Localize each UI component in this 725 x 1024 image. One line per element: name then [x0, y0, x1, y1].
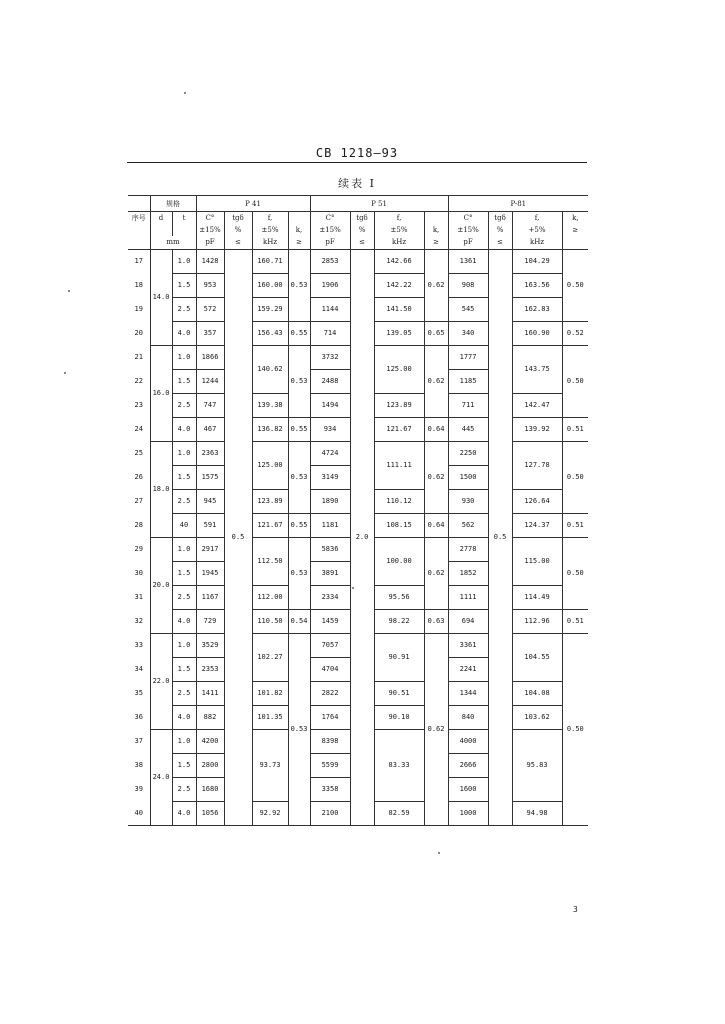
capacitance-p81: 2241 — [448, 658, 488, 682]
frequency-p41: 112.50 — [252, 538, 288, 586]
data-table-wrapper — [128, 195, 588, 826]
header-f2-tol: ±5% — [374, 224, 424, 236]
header-tg1-unit: % — [224, 224, 252, 236]
row-number: 30 — [134, 569, 143, 577]
capacitance-p51: 3891 — [310, 562, 350, 586]
thickness-cell: 40 — [172, 514, 196, 538]
header-c3-unit: pF — [448, 236, 488, 250]
frequency-p81: 104.55 — [512, 634, 562, 682]
capacitance-p81: 562 — [448, 514, 488, 538]
header-tg2: tgδ — [350, 212, 374, 224]
frequency-p81: 95.83 — [512, 730, 562, 802]
k-p51: 0.65 — [424, 322, 448, 346]
capacitance-p51: 3358 — [310, 778, 350, 802]
header-group-p51: P 51 — [310, 196, 448, 212]
frequency-p41: 125.00 — [252, 442, 288, 490]
thickness-cell: 1.0 — [172, 346, 196, 370]
k-p41: 0.55 — [288, 514, 310, 538]
capacitance-p81: 1852 — [448, 562, 488, 586]
capacitance-p51: 2100 — [310, 802, 350, 826]
row-number: 21 — [134, 353, 143, 361]
header-c2: C° — [310, 212, 350, 224]
row-number: 36 — [134, 713, 143, 721]
header-c1-unit: pF — [196, 236, 224, 250]
capacitance-p51: 2853 — [310, 250, 350, 274]
header-tg3-unit: % — [488, 224, 512, 236]
scan-speck — [438, 852, 440, 854]
frequency-p41: 160.00 — [252, 274, 288, 298]
capacitance-p81: 1111 — [448, 586, 488, 610]
capacitance-p41: 1244 — [196, 370, 224, 394]
frequency-p81: 142.47 — [512, 394, 562, 418]
frequency-p41: 121.67 — [252, 514, 288, 538]
frequency-p51: 123.89 — [374, 394, 424, 418]
capacitance-p51: 1494 — [310, 394, 350, 418]
tg-p51: 2.0 — [350, 250, 374, 826]
frequency-p51: 108.15 — [374, 514, 424, 538]
frequency-p81: 143.75 — [512, 346, 562, 394]
capacitance-p81: 1777 — [448, 346, 488, 370]
thickness-cell: 1.0 — [172, 538, 196, 562]
capacitance-p41: 1411 — [196, 682, 224, 706]
capacitance-p81: 445 — [448, 418, 488, 442]
capacitance-p51: 1764 — [310, 706, 350, 730]
capacitance-p51: 5836 — [310, 538, 350, 562]
scan-speck — [64, 372, 66, 374]
capacitance-p51: 1144 — [310, 298, 350, 322]
capacitance-p41: 747 — [196, 394, 224, 418]
frequency-p51: 82.59 — [374, 802, 424, 826]
frequency-p41: 123.89 — [252, 490, 288, 514]
header-cell — [562, 236, 588, 250]
capacitance-p81: 1500 — [448, 466, 488, 490]
k-p41: 0.55 — [288, 322, 310, 346]
frequency-p51: 142.66 — [374, 250, 424, 274]
k-p81: 0.51 — [562, 514, 588, 538]
row-number: 29 — [134, 545, 143, 553]
capacitance-p51: 2488 — [310, 370, 350, 394]
row-number: 40 — [128, 802, 150, 826]
frequency-p41: 101.35 — [252, 706, 288, 730]
capacitance-p41: 572 — [196, 298, 224, 322]
frequency-p51: 121.67 — [374, 418, 424, 442]
header-k3-ge: ≥ — [562, 224, 588, 236]
row-number: 37 — [134, 737, 143, 745]
frequency-p81: 162.83 — [512, 298, 562, 322]
capacitance-p51: 3149 — [310, 466, 350, 490]
frequency-p41: 101.82 — [252, 682, 288, 706]
capacitance-p41: 357 — [196, 322, 224, 346]
frequency-p81: 127.78 — [512, 442, 562, 490]
capacitance-p41: 591 — [196, 514, 224, 538]
capacitance-p51: 934 — [310, 418, 350, 442]
header-f3: f, — [512, 212, 562, 224]
capacitance-p81: 1600 — [448, 778, 488, 802]
capacitance-p41: 1680 — [196, 778, 224, 802]
capacitance-p51: 1890 — [310, 490, 350, 514]
k-p81: 0.50 — [562, 346, 588, 418]
row-number: 25 — [134, 449, 143, 457]
header-cell — [128, 196, 150, 212]
capacitance-p41: 467 — [196, 418, 224, 442]
k-p41: 0.53 — [288, 346, 310, 418]
header-cell — [128, 236, 150, 250]
row-number: 28 — [134, 521, 143, 529]
capacitance-p41: 945 — [196, 490, 224, 514]
header-seq: 序号 — [131, 213, 146, 222]
capacitance-p51: 1906 — [310, 274, 350, 298]
capacitance-p51: 714 — [310, 322, 350, 346]
capacitance-p41: 1056 — [196, 802, 224, 826]
data-table — [128, 195, 588, 826]
k-p41: 0.53 — [288, 538, 310, 610]
table-body — [128, 250, 588, 826]
frequency-p81: 103.62 — [512, 706, 562, 730]
header-cell — [172, 224, 196, 236]
frequency-p41: 110.50 — [252, 610, 288, 634]
frequency-p81: 115.00 — [512, 538, 562, 586]
diameter-cell: 14.0 — [150, 250, 172, 346]
page-number: 3 — [573, 905, 578, 914]
header-tg1: tgδ — [224, 212, 252, 224]
frequency-p41: 102.27 — [252, 634, 288, 682]
header-group-p41: P 41 — [196, 196, 310, 212]
header-k1-label: k, — [288, 224, 310, 236]
capacitance-p41: 3529 — [196, 634, 224, 658]
row-number: 34 — [134, 665, 143, 673]
capacitance-p51: 4724 — [310, 442, 350, 466]
thickness-cell: 1.0 — [172, 250, 196, 274]
scan-speck — [352, 587, 354, 589]
header-f2-unit: kHz — [374, 236, 424, 250]
k-p81: 0.50 — [562, 634, 588, 826]
header-k1-ge: ≥ — [288, 236, 310, 250]
capacitance-p81: 2778 — [448, 538, 488, 562]
thickness-cell: 1.0 — [172, 634, 196, 658]
frequency-p51: 90.91 — [374, 634, 424, 682]
row-number: 18 — [134, 281, 143, 289]
table-caption: 续表 I — [338, 177, 376, 190]
row-number: 20 — [134, 329, 143, 337]
k-p51: 0.62 — [424, 346, 448, 418]
thickness-cell: 1.5 — [172, 562, 196, 586]
thickness-cell: 2.5 — [172, 298, 196, 322]
thickness-cell: 1.5 — [172, 274, 196, 298]
header-k3: k, — [562, 212, 588, 224]
frequency-p41: 139.38 — [252, 394, 288, 418]
frequency-p81: 160.90 — [512, 322, 562, 346]
header-rule — [127, 162, 587, 163]
capacitance-p81: 840 — [448, 706, 488, 730]
frequency-p81: 139.92 — [512, 418, 562, 442]
diameter-cell: 24.0 — [150, 730, 172, 826]
thickness-cell: 1.0 — [172, 442, 196, 466]
capacitance-p81: 1000 — [448, 802, 488, 826]
row-number: 23 — [134, 401, 143, 409]
header-f3-unit: kHz — [512, 236, 562, 250]
frequency-p81: 126.64 — [512, 490, 562, 514]
capacitance-p51: 4704 — [310, 658, 350, 682]
header-tg3-le: ≤ — [488, 236, 512, 250]
thickness-cell: 4.0 — [172, 418, 196, 442]
capacitance-p81: 2666 — [448, 754, 488, 778]
row-number: 27 — [134, 497, 143, 505]
k-p81: 0.52 — [562, 322, 588, 346]
row-number: 31 — [134, 593, 143, 601]
row-number: 39 — [134, 785, 143, 793]
header-k1 — [288, 212, 310, 224]
frequency-p41: 136.82 — [252, 418, 288, 442]
capacitance-p81: 545 — [448, 298, 488, 322]
row-number: 24 — [134, 425, 143, 433]
capacitance-p51: 1459 — [310, 610, 350, 634]
capacitance-p51: 1181 — [310, 514, 350, 538]
header-group-p81: P-81 — [448, 196, 588, 212]
scan-speck — [68, 290, 70, 292]
capacitance-p41: 1945 — [196, 562, 224, 586]
header-tg2-le: ≤ — [350, 236, 374, 250]
scan-speck — [184, 92, 186, 94]
tg-p81: 0.5 — [488, 250, 512, 826]
k-p81: 0.50 — [562, 538, 588, 610]
capacitance-p41: 1866 — [196, 346, 224, 370]
frequency-p51: 83.33 — [374, 730, 424, 802]
frequency-p51: 139.05 — [374, 322, 424, 346]
thickness-cell: 2.5 — [172, 682, 196, 706]
frequency-p51: 141.50 — [374, 298, 424, 322]
header-tg1-le: ≤ — [224, 236, 252, 250]
frequency-p51: 98.22 — [374, 610, 424, 634]
thickness-cell: 4.0 — [172, 706, 196, 730]
frequency-p81: 163.56 — [512, 274, 562, 298]
header-c2-unit: pF — [310, 236, 350, 250]
capacitance-p81: 3361 — [448, 634, 488, 658]
capacitance-p81: 711 — [448, 394, 488, 418]
header-c1: C° — [205, 213, 215, 222]
row-number: 38 — [134, 761, 143, 769]
capacitance-p81: 340 — [448, 322, 488, 346]
standard-number: CB 1218—93 — [315, 146, 399, 160]
capacitance-p51: 5599 — [310, 754, 350, 778]
capacitance-p81: 4000 — [448, 730, 488, 754]
frequency-p51: 95.56 — [374, 586, 424, 610]
capacitance-p81: 1344 — [448, 682, 488, 706]
frequency-p51: 125.00 — [374, 346, 424, 394]
k-p51: 0.63 — [424, 610, 448, 634]
header-spec: 规格 — [150, 196, 196, 212]
k-p51: 0.64 — [424, 418, 448, 442]
frequency-p81: 124.37 — [512, 514, 562, 538]
thickness-cell: 1.5 — [172, 754, 196, 778]
thickness-cell: 1.5 — [172, 466, 196, 490]
capacitance-p41: 953 — [196, 274, 224, 298]
header-c1-tol: ±15% — [199, 225, 221, 234]
capacitance-p41: 1428 — [196, 250, 224, 274]
capacitance-p41: 2353 — [196, 658, 224, 682]
capacitance-p41: 729 — [196, 610, 224, 634]
header-f1: f, — [252, 212, 288, 224]
row-number: 19 — [134, 305, 143, 313]
k-p81: 0.51 — [562, 610, 588, 634]
row-number: 26 — [134, 473, 143, 481]
k-p41: 0.53 — [288, 634, 310, 826]
header-k2-ge: ≥ — [424, 236, 448, 250]
capacitance-p41: 4200 — [196, 730, 224, 754]
k-p41: 0.53 — [288, 250, 310, 322]
k-p51: 0.62 — [424, 538, 448, 610]
header-t: t — [172, 212, 196, 224]
table-row — [128, 250, 588, 274]
capacitance-p81: 694 — [448, 610, 488, 634]
frequency-p51: 110.12 — [374, 490, 424, 514]
frequency-p81: 104.29 — [512, 250, 562, 274]
frequency-p81: 94.98 — [512, 802, 562, 826]
frequency-p51: 142.22 — [374, 274, 424, 298]
header-f2: f, — [374, 212, 424, 224]
k-p51: 0.62 — [424, 250, 448, 322]
header-c3: C° — [448, 212, 488, 224]
k-p41: 0.53 — [288, 442, 310, 514]
thickness-cell: 2.5 — [172, 394, 196, 418]
frequency-p51: 111.11 — [374, 442, 424, 490]
thickness-cell: 1.0 — [172, 730, 196, 754]
frequency-p41: 160.71 — [252, 250, 288, 274]
diameter-cell: 20.0 — [150, 538, 172, 634]
capacitance-p41: 2363 — [196, 442, 224, 466]
row-number: 22 — [134, 377, 143, 385]
header-cell — [150, 224, 172, 236]
diameter-cell: 22.0 — [150, 634, 172, 730]
frequency-p41: 159.29 — [252, 298, 288, 322]
capacitance-p51: 2822 — [310, 682, 350, 706]
capacitance-p51: 2334 — [310, 586, 350, 610]
header-tg3: tgδ — [488, 212, 512, 224]
thickness-cell: 4.0 — [172, 322, 196, 346]
capacitance-p81: 908 — [448, 274, 488, 298]
frequency-p51: 90.10 — [374, 706, 424, 730]
header-f1-unit: kHz — [252, 236, 288, 250]
frequency-p41: 140.62 — [252, 346, 288, 394]
capacitance-p81: 1185 — [448, 370, 488, 394]
frequency-p41: 92.92 — [252, 802, 288, 826]
thickness-cell: 1.5 — [172, 370, 196, 394]
header-f3-tol: +5% — [512, 224, 562, 236]
row-number: 33 — [134, 641, 143, 649]
frequency-p51: 100.00 — [374, 538, 424, 586]
thickness-cell: 2.5 — [172, 778, 196, 802]
capacitance-p41: 1575 — [196, 466, 224, 490]
k-p51: 0.62 — [424, 634, 448, 826]
capacitance-p81: 930 — [448, 490, 488, 514]
row-number: 35 — [134, 689, 143, 697]
thickness-cell: 2.5 — [172, 490, 196, 514]
header-k2-label: k, — [424, 224, 448, 236]
capacitance-p81: 2250 — [448, 442, 488, 466]
row-number: 32 — [134, 617, 143, 625]
capacitance-p51: 3732 — [310, 346, 350, 370]
thickness-cell: 1.5 — [172, 658, 196, 682]
k-p51: 0.64 — [424, 514, 448, 538]
tg-p41: 0.5 — [224, 250, 252, 826]
frequency-p81: 112.96 — [512, 610, 562, 634]
diameter-cell: 16.0 — [150, 346, 172, 442]
k-p81: 0.51 — [562, 418, 588, 442]
capacitance-p51: 8398 — [310, 730, 350, 754]
capacitance-p81: 1361 — [448, 250, 488, 274]
capacitance-p41: 882 — [196, 706, 224, 730]
thickness-cell: 4.0 — [172, 802, 196, 826]
header-cell — [128, 224, 150, 236]
k-p41: 0.54 — [288, 610, 310, 634]
frequency-p41: 156.43 — [252, 322, 288, 346]
thickness-cell: 4.0 — [172, 610, 196, 634]
frequency-p41: 93.73 — [252, 730, 288, 802]
k-p41: 0.55 — [288, 418, 310, 442]
header-tg2-unit: % — [350, 224, 374, 236]
frequency-p51: 90.51 — [374, 682, 424, 706]
thickness-cell: 2.5 — [172, 586, 196, 610]
header-mm: mm — [150, 236, 196, 250]
k-p51: 0.62 — [424, 442, 448, 514]
header-c3-tol: ±15% — [448, 224, 488, 236]
frequency-p81: 114.49 — [512, 586, 562, 610]
k-p81: 0.50 — [562, 442, 588, 514]
capacitance-p41: 2800 — [196, 754, 224, 778]
header-f1-tol: ±5% — [252, 224, 288, 236]
frequency-p81: 104.08 — [512, 682, 562, 706]
row-number: 17 — [134, 257, 143, 266]
header-d: d — [150, 212, 172, 224]
diameter-cell: 18.0 — [150, 442, 172, 538]
capacitance-p41: 2917 — [196, 538, 224, 562]
header-c2-tol: ±15% — [310, 224, 350, 236]
capacitance-p51: 7057 — [310, 634, 350, 658]
k-p81: 0.50 — [562, 250, 588, 322]
capacitance-p41: 1167 — [196, 586, 224, 610]
header-k2 — [424, 212, 448, 224]
frequency-p41: 112.00 — [252, 586, 288, 610]
